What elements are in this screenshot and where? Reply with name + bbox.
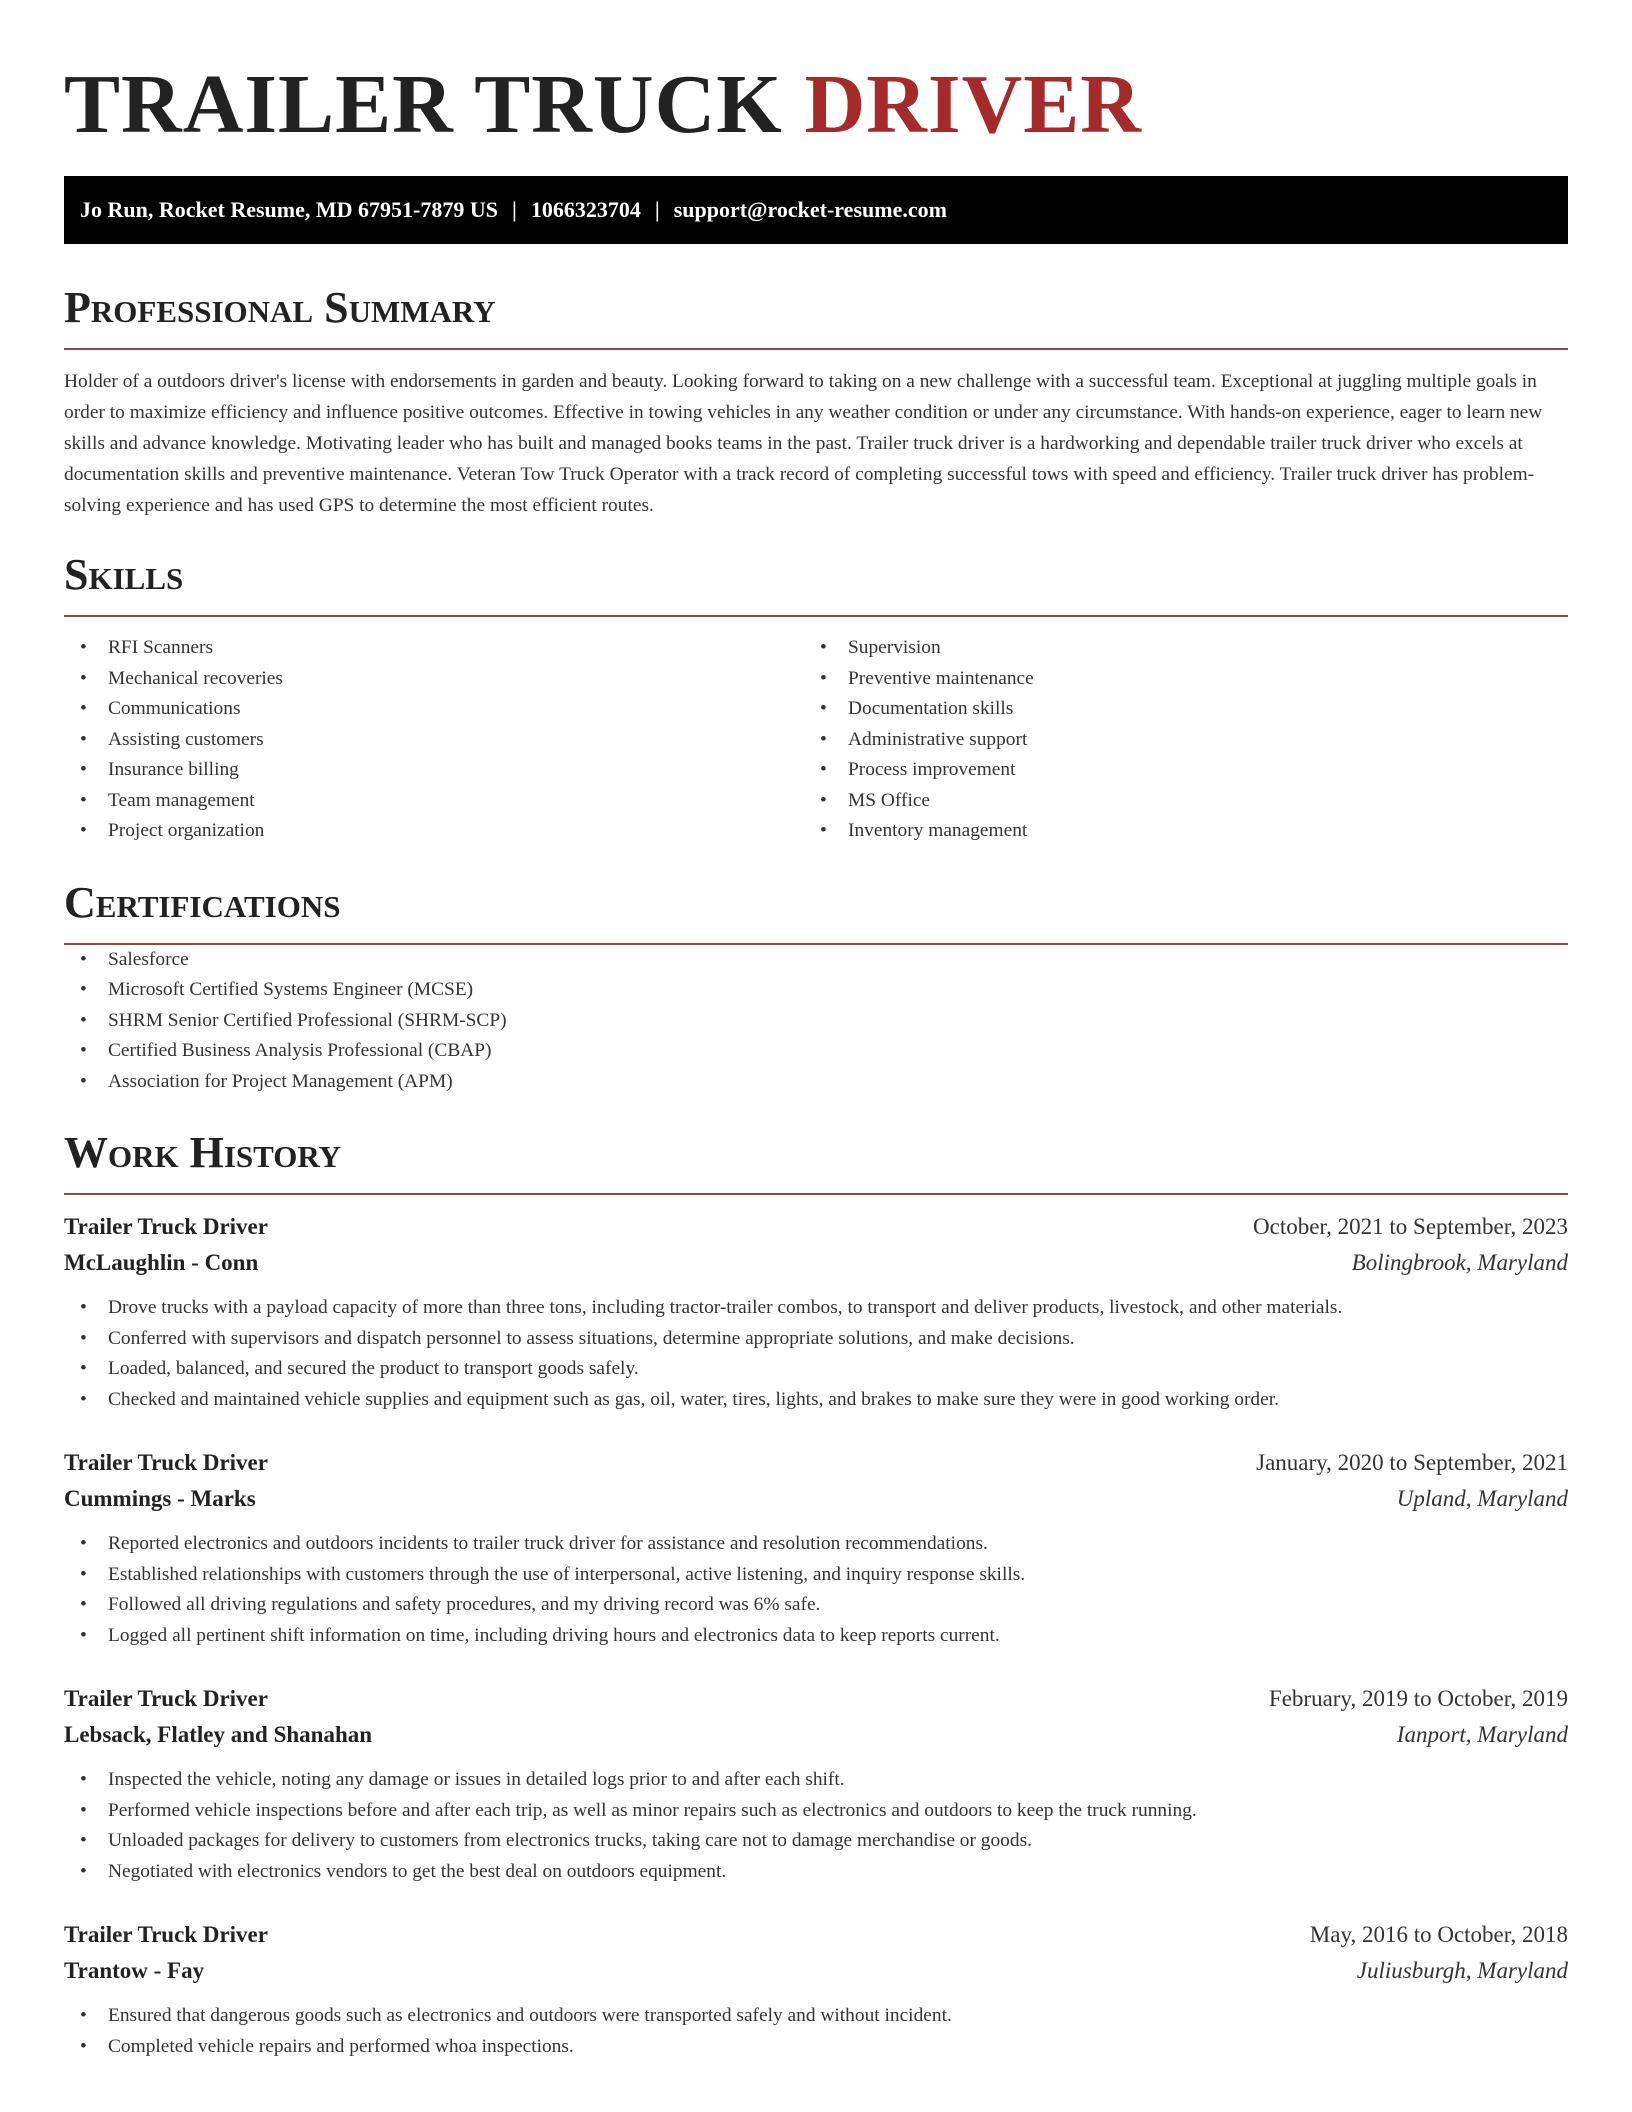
bullet-icon: • [80, 637, 87, 658]
job-duty-text: Performed vehicle inspections before and after each trip, as well as minor repairs such as electronics and outdoors to keep the truck running. [108, 1799, 1197, 1821]
contact-bar [64, 176, 1568, 244]
certification-item-text: Microsoft Certified Systems Engineer (MCSE) [108, 979, 474, 1000]
job-duty [64, 1385, 1568, 1416]
job-duty [64, 1560, 1568, 1591]
title-accent: DRIVER [804, 58, 1142, 151]
job-header-row [64, 1681, 1568, 1717]
job-title: Trailer Truck Driver [64, 1686, 268, 1711]
job-location: Bolingbrook, Maryland [1351, 1250, 1568, 1275]
resume-page [64, 50, 1568, 2062]
skill-item-text: Mechanical recoveries [108, 667, 283, 689]
job-duty [64, 1324, 1568, 1355]
bullet-icon: • [80, 2035, 87, 2057]
job-duties-list [64, 2001, 1568, 2062]
certification-item [64, 975, 1568, 1006]
contact-email: support@rocket-resume.com [673, 197, 947, 222]
bullet-icon: • [80, 1769, 87, 1790]
bullet-icon: • [80, 1297, 87, 1318]
work-history-list [64, 1209, 1568, 2062]
skills-heading: Skills [64, 550, 184, 599]
job-duties-list [64, 1765, 1568, 1887]
skill-item-text: Inventory management [848, 820, 1028, 841]
skill-item [64, 816, 804, 847]
skill-item [804, 816, 1544, 847]
skill-item [804, 725, 1544, 756]
skills-column-right [804, 633, 1544, 847]
bullet-icon: • [820, 637, 827, 658]
job-duty-text: Ensured that dangerous goods such as electronics and outdoors were transported safely and without incident. [108, 2005, 952, 2026]
contact-separator: | [511, 197, 517, 222]
section-divider [64, 615, 1568, 617]
skill-item-text: Team management [108, 789, 255, 811]
bullet-icon: • [820, 759, 827, 780]
job-duty [64, 2032, 1568, 2063]
job-header-row [64, 1917, 1568, 1953]
job-duties-list [64, 1293, 1568, 1415]
job-subheader-row [64, 1481, 1568, 1517]
summary-text: Holder of a outdoors driver's license with endorsements in garden and beauty. Looking forward to taking on a new challenge with a successful team. Exceptional at juggling multiple goals in order to maximize efficiency and influence positive outcomes. Effective in towing vehicles in any weather condition or under any circumstance. With hands-on experience, eager to learn new skills and advance knowledge. Motivating leader who has built and managed books teams in the past. Trailer truck driver is a hardworking and dependable trailer truck driver who excels at documentation skills and preventive maintenance. Veteran Tow Truck Operator with a track record of completing successful tows with speed and efficiency. Trailer truck driver has problem-solving experience and has used GPS to determine the most efficient routes. [64, 371, 1543, 516]
skill-item [64, 755, 804, 786]
job-subheader-row [64, 1717, 1568, 1753]
job-title: Trailer Truck Driver [64, 1922, 268, 1947]
skill-item-text: Documentation skills [848, 698, 1014, 719]
job-duty [64, 1796, 1568, 1827]
job-header-row [64, 1445, 1568, 1481]
job-duty-text: Unloaded packages for delivery to customers from electronics trucks, taking care not to damage merchandise or goods. [108, 1830, 1032, 1851]
bullet-icon: • [80, 1533, 87, 1554]
contact-address: Jo Run, Rocket Resume, MD 67951-7879 US [80, 197, 498, 222]
section-divider [64, 1193, 1568, 1195]
bullet-icon: • [80, 979, 87, 1000]
job-company: Trantow - Fay [64, 1958, 205, 1983]
job-duty [64, 1590, 1568, 1621]
certification-item [64, 945, 1568, 976]
certification-item-text: Salesforce [108, 948, 189, 970]
skill-item-text: Preventive maintenance [848, 667, 1034, 689]
bullet-icon: • [80, 948, 87, 970]
job-subheader-row [64, 1245, 1568, 1281]
skill-item [804, 786, 1544, 817]
job-duty-text: Checked and maintained vehicle supplies and equipment such as gas, oil, water, tires, lights, and brakes to make sure they were in good working order. [108, 1388, 1279, 1410]
bullet-icon: • [80, 728, 87, 750]
skill-item-text: Insurance billing [108, 759, 239, 780]
job-company: Cummings - Marks [64, 1486, 256, 1511]
skill-item [64, 664, 804, 695]
job-duty-text: Inspected the vehicle, noting any damage or issues in detailed logs prior to and after each shift. [108, 1769, 845, 1790]
job-duty [64, 1529, 1568, 1560]
certification-item-text: Certified Business Analysis Professional (CBAP) [108, 1040, 492, 1061]
job-duties-list [64, 1529, 1568, 1651]
bullet-icon: • [80, 1624, 87, 1646]
bullet-icon: • [80, 667, 87, 689]
job-duty-text: Established relationships with customers through the use of interpersonal, active listening, and inquiry response skills. [108, 1563, 1026, 1585]
bullet-icon: • [80, 1594, 87, 1615]
job-duty [64, 1857, 1568, 1888]
skill-item-text: MS Office [848, 789, 931, 811]
job-entry [64, 1445, 1568, 1651]
job-entry [64, 1917, 1568, 2062]
job-duty-text: Loaded, balanced, and secured the product to transport goods safely. [108, 1358, 639, 1379]
bullet-icon: • [820, 698, 827, 719]
bullet-icon: • [80, 1358, 87, 1379]
summary-heading: Professional Summary [64, 283, 496, 332]
job-duty-text: Completed vehicle repairs and performed whoa inspections. [108, 2035, 574, 2057]
skills-list [64, 633, 1568, 847]
bullet-icon: • [80, 759, 87, 780]
job-duty-text: Drove trucks with a payload capacity of more than three tons, including tractor-trailer combos, to transport and deliver products, livestock, and other materials. [108, 1297, 1343, 1318]
job-duty-text: Reported electronics and outdoors incidents to trailer truck driver for assistance and resolution recommendations. [108, 1533, 988, 1554]
job-dates: January, 2020 to September, 2021 [1256, 1450, 1568, 1475]
bullet-icon: • [80, 2005, 87, 2026]
certification-item [64, 1067, 1568, 1098]
job-duty-text: Logged all pertinent shift information on time, including driving hours and electronics data to keep reports current. [108, 1624, 1000, 1646]
skill-item [64, 725, 804, 756]
skill-item [804, 633, 1544, 664]
bullet-icon: • [820, 667, 827, 689]
certification-item [64, 1036, 1568, 1067]
skill-item [64, 786, 804, 817]
job-header-row [64, 1209, 1568, 1245]
skill-item [64, 694, 804, 725]
bullet-icon: • [80, 1009, 87, 1031]
job-duty [64, 1293, 1568, 1324]
job-duty-text: Negotiated with electronics vendors to get the best deal on outdoors equipment. [108, 1860, 727, 1882]
certifications-list [64, 945, 1568, 1098]
bullet-icon: • [80, 1327, 87, 1349]
bullet-icon: • [820, 789, 827, 811]
skill-item [804, 664, 1544, 695]
job-subheader-row [64, 1953, 1568, 1989]
job-location: Ianport, Maryland [1396, 1722, 1568, 1747]
skill-item-text: RFI Scanners [108, 637, 214, 658]
job-dates: October, 2021 to September, 2023 [1253, 1214, 1568, 1239]
skill-item-text: Process improvement [848, 759, 1016, 780]
bullet-icon: • [80, 1040, 87, 1061]
work-history-heading: Work History [64, 1128, 342, 1177]
skill-item-text: Administrative support [848, 728, 1028, 750]
skill-item [804, 694, 1544, 725]
bullet-icon: • [80, 1860, 87, 1882]
skills-column-left [64, 633, 804, 847]
bullet-icon: • [80, 1388, 87, 1410]
job-duty [64, 1354, 1568, 1385]
skill-item-text: Communications [108, 698, 241, 719]
job-entry [64, 1681, 1568, 1887]
job-duty [64, 2001, 1568, 2032]
skill-item [64, 633, 804, 664]
certification-item-text: SHRM Senior Certified Professional (SHRM-SCP) [108, 1009, 507, 1031]
contact-separator: | [654, 197, 660, 222]
job-company: McLaughlin - Conn [64, 1250, 259, 1275]
job-location: Juliusburgh, Maryland [1356, 1958, 1568, 1983]
certification-item-text: Association for Project Management (APM) [108, 1070, 453, 1092]
bullet-icon: • [80, 1799, 87, 1821]
job-location: Upland, Maryland [1396, 1486, 1568, 1511]
contact-phone: 1066323704 [530, 197, 641, 222]
job-duty-text: Conferred with supervisors and dispatch personnel to assess situations, determine appropriate solutions, and make decisions. [108, 1327, 1075, 1349]
job-dates: February, 2019 to October, 2019 [1268, 1686, 1568, 1711]
bullet-icon: • [820, 820, 827, 841]
skill-item-text: Assisting customers [108, 728, 264, 750]
bullet-icon: • [80, 1070, 87, 1092]
job-company: Lebsack, Flatley and Shanahan [64, 1722, 373, 1747]
job-duty-text: Followed all driving regulations and safety procedures, and my driving record was 6% safe. [108, 1594, 821, 1615]
title-main: TRAILER TRUCK [64, 58, 783, 151]
job-entry [64, 1209, 1568, 1415]
bullet-icon: • [80, 789, 87, 811]
certifications-heading: Certifications [64, 877, 341, 927]
skill-item-text: Project organization [108, 820, 265, 841]
bullet-icon: • [80, 1563, 87, 1585]
job-dates: May, 2016 to October, 2018 [1309, 1922, 1568, 1947]
certification-item [64, 1006, 1568, 1037]
resume-title [64, 50, 1568, 160]
job-title: Trailer Truck Driver [64, 1450, 268, 1475]
bullet-icon: • [80, 698, 87, 719]
bullet-icon: • [80, 1830, 87, 1851]
job-duty [64, 1765, 1568, 1796]
section-divider [64, 348, 1568, 350]
bullet-icon: • [80, 820, 87, 841]
skill-item-text: Supervision [848, 637, 941, 658]
skill-item [804, 755, 1544, 786]
job-title: Trailer Truck Driver [64, 1214, 268, 1239]
job-duty [64, 1621, 1568, 1652]
bullet-icon: • [820, 728, 827, 750]
job-duty [64, 1826, 1568, 1857]
